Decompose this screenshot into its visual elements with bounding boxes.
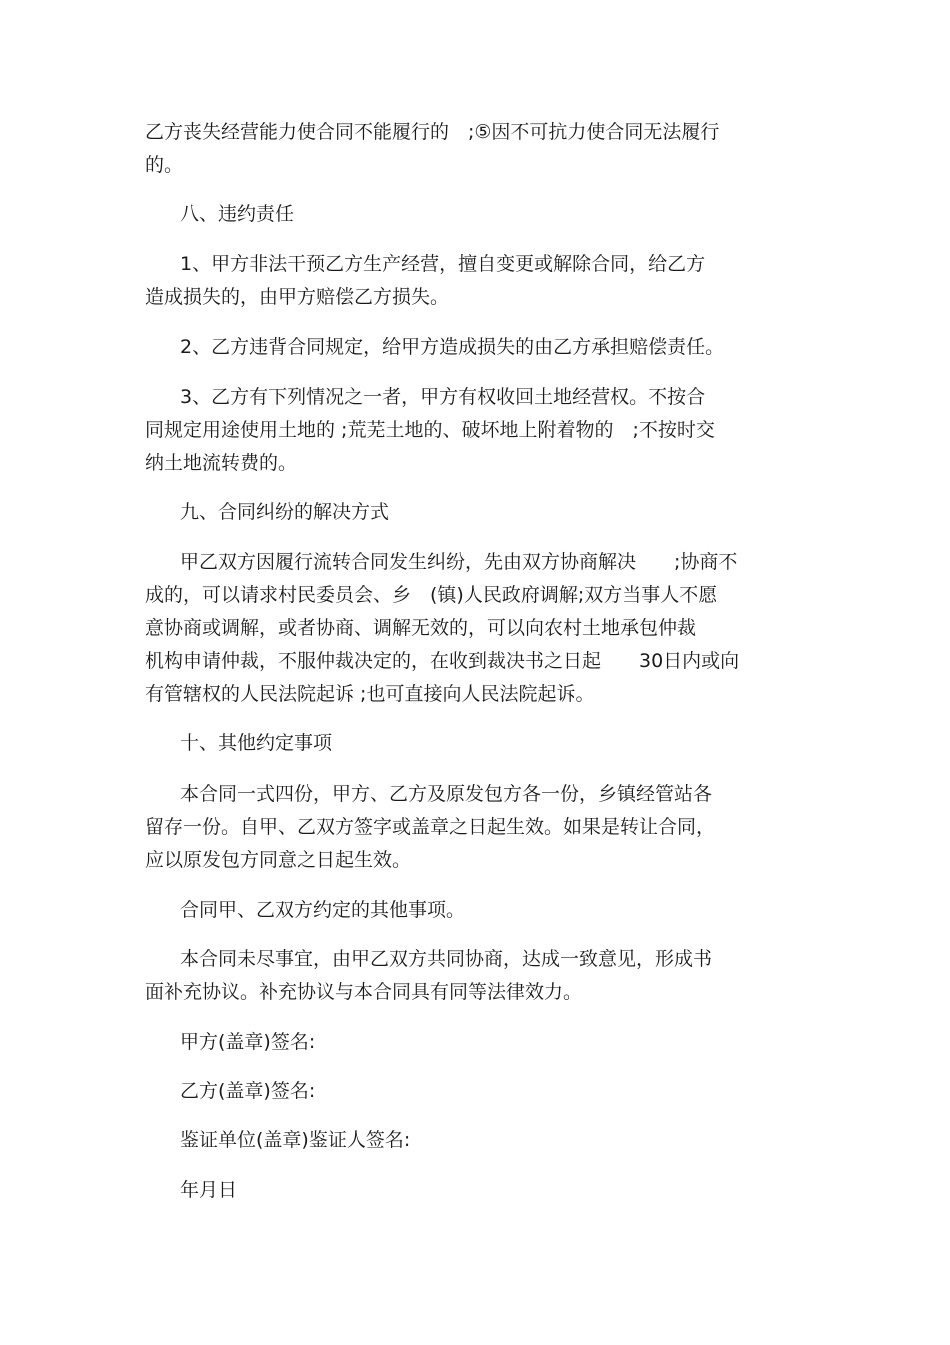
text-line: 3、乙方有下列情况之一者，甲方有权收回土地经营权。不按合 <box>180 386 706 408</box>
text-line: 同规定用途使用土地的 ;荒芜土地的、破坏地上附着物的 ;不按时交 <box>145 419 715 441</box>
clause-2 <box>145 331 805 364</box>
copies-paragraph <box>145 778 805 877</box>
signature-label: 鉴证单位(盖章)鉴证人签名: <box>180 1129 411 1151</box>
section-heading-dispute-resolution <box>145 496 805 529</box>
text-line: 1、甲方非法干预乙方生产经营，擅自变更或解除合同，给乙方 <box>180 253 706 275</box>
witness-signature <box>145 1124 805 1157</box>
section-heading-breach-liability <box>145 198 805 231</box>
text-line: 本合同未尽事宜，由甲乙双方共同协商，达成一致意见，形成书 <box>180 948 713 970</box>
section-heading-other-matters <box>145 727 805 760</box>
clause-3 <box>145 381 805 480</box>
date-label: 年月日 <box>180 1179 238 1201</box>
text-line: 留存一份。自甲、乙双方签字或盖章之日起生效。如果是转让合同， <box>145 816 716 838</box>
date-line <box>145 1174 805 1207</box>
text-line: 意协商或调解，或者协商、调解无效的，可以向农村土地承包仲裁 <box>145 617 697 639</box>
supplement-paragraph <box>145 943 805 1009</box>
paragraph-continuation <box>145 116 805 182</box>
party-a-signature <box>145 1026 805 1059</box>
heading-text: 十、其他约定事项 <box>180 732 333 754</box>
other-matters-paragraph <box>145 894 805 927</box>
text-line: 应以原发包方同意之日起生效。 <box>145 849 412 871</box>
text-line: 纳土地流转费的。 <box>145 452 298 474</box>
text-line: 面补充协议。补充协议与本合同具有同等法律效力。 <box>145 981 583 1003</box>
clause-1 <box>145 248 805 314</box>
signature-label: 乙方(盖章)签名: <box>180 1080 316 1102</box>
text-line: 合同甲、乙双方约定的其他事项。 <box>180 899 466 921</box>
text-line: 甲乙双方因履行流转合同发生纠纷，先由双方协商解决 ;协商不 <box>180 551 738 573</box>
text-line: 有管辖权的人民法院起诉 ;也可直接向人民法院起诉。 <box>145 683 595 705</box>
text-line: 本合同一式四份，甲方、乙方及原发包方各一份，乡镇经管站各 <box>180 783 713 805</box>
dispute-paragraph <box>145 546 805 711</box>
text-line: 乙方丧失经营能力使合同不能履行的 ;⑤因不可抗力使合同无法履行 <box>145 121 720 143</box>
heading-text: 八、违约责任 <box>180 203 295 225</box>
text-line: 机构申请仲裁，不服仲裁决定的，在收到裁决书之日起 30日内或向 <box>145 650 740 672</box>
heading-text: 九、合同纠纷的解决方式 <box>180 501 390 523</box>
text-line: 的。 <box>145 154 184 176</box>
signature-label: 甲方(盖章)签名: <box>180 1031 316 1053</box>
text-line: 造成损失的，由甲方赔偿乙方损失。 <box>145 286 450 308</box>
party-b-signature <box>145 1075 805 1108</box>
text-line: 2、乙方违背合同规定，给甲方造成损失的由乙方承担赔偿责任。 <box>180 336 725 358</box>
text-line: 成的，可以请求村民委员会、乡 (镇)人民政府调解;双方当事人不愿 <box>145 584 718 606</box>
